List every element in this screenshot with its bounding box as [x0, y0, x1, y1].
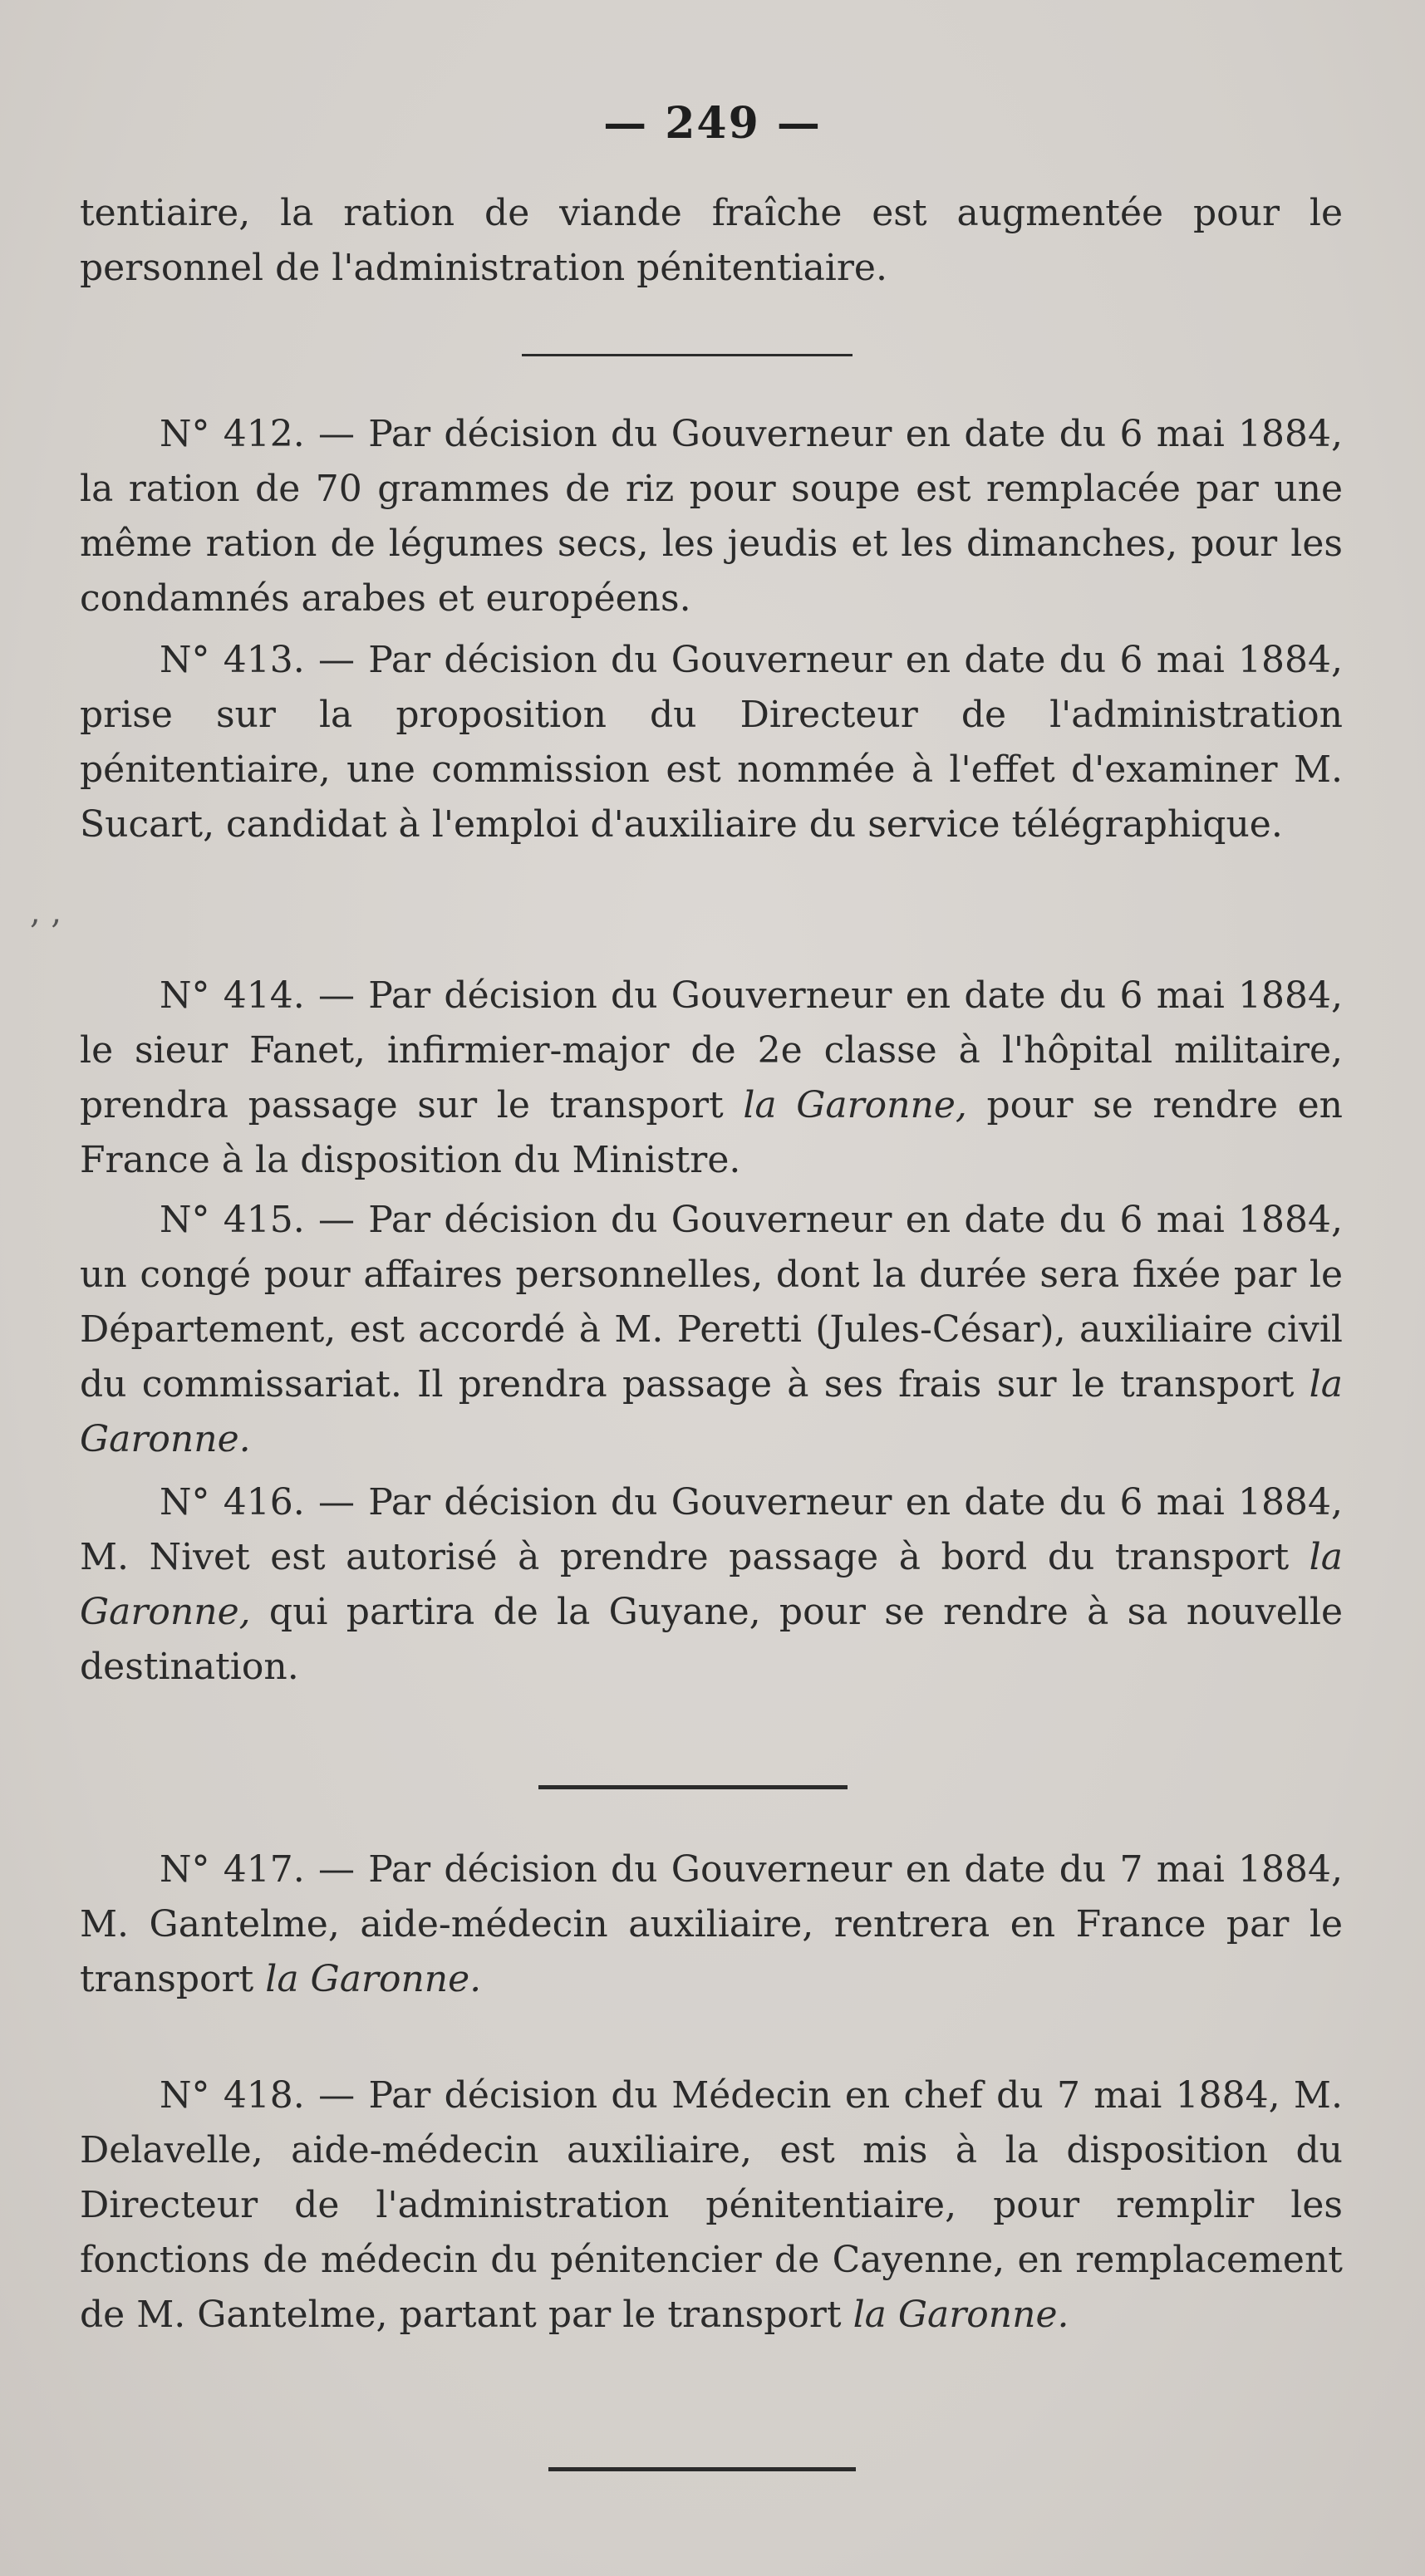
- section-divider: [548, 2467, 856, 2471]
- entry-number: N° 413. —: [160, 639, 355, 681]
- entry-417: [80, 1842, 1343, 2007]
- entry-412: [80, 407, 1343, 626]
- ship-name: la Garonne,: [743, 1084, 967, 1126]
- entry-414: [80, 969, 1343, 1188]
- entry-text: Par décision du Gouverneur en date du 6 mai 1884, le sieur Fanet, infirmier-major de 2e classe à l'hôpital militaire, prendra passage sur le transport: [80, 974, 1343, 1126]
- entry-text: Par décision du Gouverneur en date du 6 mai 1884, la ration de 70 grammes de riz pour soupe est remplacée par une même ration de légumes secs, les jeudis et les dimanches, pour les condamnés arabes et européens.: [80, 413, 1343, 620]
- ship-name: la Garonne,: [80, 1536, 1343, 1633]
- entry-text: Par décision du Médecin en chef du 7 mai 1884, M. Delavelle, aide-médecin auxiliaire, est mis à la disposition du Directeur de l'administration pénitentiaire, pour remplir les fonctions de médecin du pénitencier de Cayenne, en remplacement de M. Gantelme, partant par le transport: [80, 2074, 1343, 2336]
- entry-text: Par décision du Gouverneur en date du 6 mai 1884, prise sur la proposition du Directeur de l'administration pénitentiaire, une commission est nommée à l'effet d'examiner M. Sucart, candidat à l'emploi d'auxiliaire du service télégraphique.: [80, 639, 1343, 846]
- ship-name: la Garonne.: [853, 2294, 1069, 2336]
- entry-415: [80, 1193, 1343, 1467]
- entry-text-end: pour se rendre en France à la disposition du Ministre.: [80, 1084, 1343, 1181]
- entry-number: N° 412. —: [160, 413, 355, 455]
- entry-number: N° 414. —: [160, 974, 355, 1017]
- entry-number: N° 418. —: [160, 2074, 356, 2117]
- entry-text: Par décision du Gouverneur en date du 7 mai 1884, M. Gantelme, aide-médecin auxiliaire, rentrera en France par le transport: [80, 1848, 1343, 2000]
- page-number: — 249 —: [603, 98, 822, 149]
- section-divider: [538, 1785, 848, 1789]
- intro-paragraph: tentiaire, la ration de viande fraîche est augmentée pour le personnel de l'administration pénitentiaire.: [80, 192, 1343, 289]
- margin-mark: , ,: [30, 893, 62, 931]
- ship-name: la Garonne.: [265, 1958, 482, 2000]
- entry-416: [80, 1475, 1343, 1695]
- entry-413: [80, 633, 1343, 852]
- entry-text: Par décision du Gouverneur en date du 6 mai 1884, un congé pour affaires personnelles, dont la durée sera fixée par le Département, est accordé à M. Peretti (Jules-César), auxiliaire civil du commissariat. Il prendra passage à ses frais sur le transport: [80, 1199, 1343, 1406]
- entry-number: N° 417. —: [160, 1848, 355, 1891]
- entry-text-end: qui partira de la Guyane, pour se rendre à sa nouvelle destination.: [80, 1591, 1343, 1688]
- entry-number: N° 416. —: [160, 1481, 355, 1524]
- section-divider: [522, 354, 853, 356]
- entry-418: [80, 2068, 1343, 2343]
- entry-number: N° 415. —: [160, 1199, 355, 1241]
- ship-name: la Garonne.: [80, 1363, 1343, 1460]
- entry-text: Par décision du Gouverneur en date du 6 mai 1884, M. Nivet est autorisé à prendre passage à bord du transport: [80, 1481, 1343, 1578]
